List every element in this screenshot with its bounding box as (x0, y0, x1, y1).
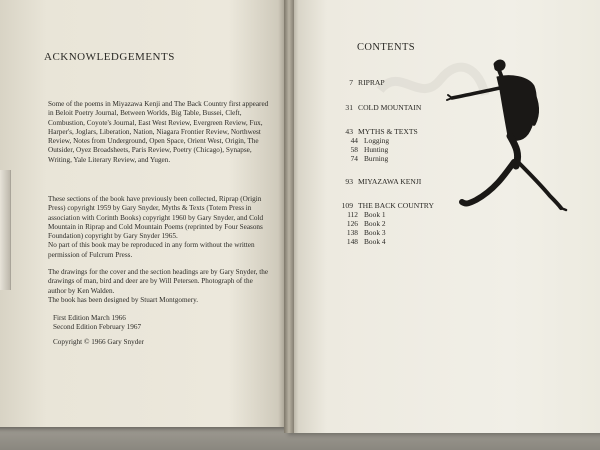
edition-notice: First Edition March 1966 Second Edition February 1967 (53, 314, 142, 332)
toc-page-number: 58 (350, 145, 358, 154)
toc-page-number: 126 (346, 219, 358, 228)
acknowledgements-paragraph-drawings: The drawings for the cover and the section headings are by Gary Snyder, the drawings of man, bird and deer are by Will Petersen. Photograph of the author by Ken Walden. The book has been designed by Stuart Montgomery. (48, 268, 269, 304)
toc-title: Book 4 (364, 237, 386, 246)
toc-page-number: 138 (346, 228, 358, 237)
toc-title: RIPRAP (358, 78, 385, 87)
toc-page-number: 74 (350, 154, 358, 163)
toc-title: Burning (364, 154, 389, 163)
toc-entry (340, 177, 421, 187)
toc-page-number: 112 (347, 210, 358, 219)
book-gutter (284, 0, 294, 433)
dancing-figure-drawing (442, 50, 592, 220)
toc-page-number: 43 (345, 127, 353, 136)
toc-title: Logging (364, 136, 390, 145)
toc-title: Book 2 (364, 219, 386, 228)
acknowledgements-heading: ACKNOWLEDGEMENTS (44, 51, 175, 63)
toc-title: MYTHS & TEXTS (358, 127, 418, 136)
toc-page-number: 31 (345, 103, 353, 112)
toc-title: Book 3 (364, 228, 386, 237)
toc-title: THE BACK COUNTRY (358, 201, 434, 210)
toc-entry (340, 237, 386, 247)
toc-title: MIYAZAWA KENJI (358, 177, 422, 186)
toc-page-number: 148 (346, 237, 358, 246)
toc-entry (340, 154, 388, 164)
toc-entry (340, 103, 421, 113)
copyright-notice: Copyright © 1966 Gary Snyder (53, 338, 144, 346)
toc-title: Book 1 (364, 210, 386, 219)
toc-page-number: 7 (349, 78, 353, 87)
toc-entry (340, 78, 385, 88)
toc-title: Hunting (364, 145, 389, 154)
acknowledgements-paragraph-journals: Some of the poems in Miyazawa Kenji and The Back Country first appeared in Beloit Poetry Journal, Between Worlds, Big Table, Bussei, Cleft, Combustion, Coyote's Journal, East West Review, Evergreen Review, Fux, Harper's, Joglars, Liberation, Nation, Niagara Frontier Review, Northwest Review, Notes from Underground, Open Space, Orient West, Origin, The Outsider, Oyez Broadsheets, Paris Review, Poetry (Chicago), Synapse, Writing, Yale Literary Review, and Yugen. (48, 100, 269, 164)
toc-page-number: 44 (350, 136, 358, 145)
toc-title: COLD MOUNTAIN (358, 103, 422, 112)
acknowledgements-paragraph-collections: These sections of the book have previously been collected, Riprap (Origin Press) copyright 1959 by Gary Snyder, Myths & Texts (Totem Press in association with Corinth Books) copyright 1960 by Gary Snyder, and Cold Mountain in Riprap and Cold Mountain Poems (reprinted by Four Seasons Foundation) copyright by Gary Snyder 1965. No part of this book may be reproduced in any form without the written permission of Fulcrum Press. (48, 195, 264, 259)
page-edge-strip (0, 170, 11, 290)
toc-page-number: 109 (341, 201, 353, 210)
contents-heading: CONTENTS (357, 42, 416, 53)
toc-page-number: 93 (345, 177, 353, 186)
